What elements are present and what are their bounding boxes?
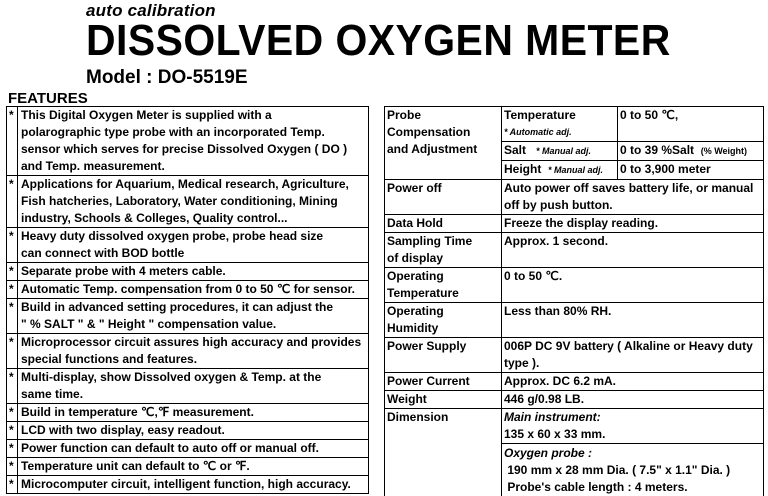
spec-value-line: Approx. 1 second. [504,233,761,250]
dimension-label: Dimension [385,409,502,496]
spec-value [502,180,764,215]
oxygen-probe-heading: Oxygen probe : [504,445,761,462]
spec-label-line: Compensation [387,124,499,141]
spec-label [385,233,502,268]
main-instrument-heading: Main instrument: [504,409,761,426]
spec-value-line: type ). [504,355,761,372]
spec-value-line: Less than 80% RH. [504,303,761,320]
subtitle: auto calibration [86,1,216,21]
feature-row [7,404,369,422]
feature-line: Fish hatcheries, Laboratory, Water conditioning, Mining [21,193,365,210]
spec-value [502,215,764,233]
feature-line: Microprocessor circuit assures high accuracy and provides [21,334,365,351]
spec-value-line: Auto power off saves battery life, or manual [504,180,761,197]
feature-text [18,107,369,176]
feature-row [7,281,369,299]
feature-line: Build in advanced setting procedures, it can adjust the [21,299,365,316]
bullet-star: * [7,228,18,263]
bullet-star: * [7,458,18,476]
bullet-star: * [7,404,18,422]
spec-label-line: and Adjustment [387,141,499,158]
spec-value-line: Approx. DC 6.2 mA. [504,373,761,390]
spec-label-line: Power Current [387,373,499,390]
spec-label-line: Temperature [387,285,499,302]
bullet-star: * [7,334,18,369]
feature-text [18,263,369,281]
feature-line: Separate probe with 4 meters cable. [21,263,365,280]
feature-text [18,299,369,334]
spec-row [385,391,764,409]
feature-row [7,369,369,404]
bullet-star: * [7,440,18,458]
spec-row [385,233,764,268]
salt-value-cell [618,142,764,161]
spec-label-line: Weight [387,391,499,408]
spec-label-line: Data Hold [387,215,499,232]
spec-value [502,373,764,391]
feature-text [18,176,369,228]
height-value: 0 to 3,900 meter [618,161,764,180]
feature-row [7,228,369,263]
feature-line: polarographic type probe with an incorporated Temp. [21,124,365,141]
feature-line: " % SALT " & " Height " compensation value. [21,316,365,333]
spec-label-line: Power Supply [387,338,499,355]
feature-line: special functions and features. [21,351,365,368]
specs-table [384,106,764,496]
feature-text [18,440,369,458]
temperature-label-cell [502,107,618,142]
feature-line: This Digital Oxygen Meter is supplied with a [21,107,365,124]
feature-row [7,458,369,476]
spec-value [502,268,764,303]
spec-value [502,391,764,409]
temperature-label: Temperature [504,107,615,124]
feature-line: Temperature unit can default to ℃ or ℉. [21,458,365,475]
temperature-value: 0 to 50 ℃, [618,107,764,142]
bullet-star: * [7,476,18,494]
probe-cable-length: Probe's cable length : 4 meters. [504,479,761,496]
spec-label-line: Operating [387,303,499,320]
spec-row [385,303,764,338]
temperature-note: * Automatic adj. [504,124,615,141]
spec-label-probe-compensation [385,107,502,180]
feature-row [7,299,369,334]
feature-row [7,440,369,458]
spec-row [385,373,764,391]
spec-label [385,391,502,409]
spec-row [385,215,764,233]
spec-value-line: 446 g/0.98 LB. [504,391,761,408]
salt-label-cell [502,142,618,161]
spec-value [502,338,764,373]
page-title: DISSOLVED OXYGEN METER [86,18,671,64]
feature-text [18,458,369,476]
bullet-star: * [7,369,18,404]
feature-row [7,176,369,228]
oxygen-probe-size: 190 mm x 28 mm Dia. ( 7.5" x 1.1" Dia. ) [504,462,761,479]
features-table [6,106,369,494]
feature-row [7,476,369,494]
model-number: Model : DO-5519E [86,67,248,89]
spec-value [502,303,764,338]
spec-value [502,233,764,268]
feature-text [18,404,369,422]
spec-label-line: Sampling Time [387,233,499,250]
spec-label-line: Operating [387,268,499,285]
features-heading: FEATURES [8,90,88,107]
feature-row [7,263,369,281]
spec-value-line: Freeze the display reading. [504,215,761,232]
spec-row [385,268,764,303]
main-instrument-size: 135 x 60 x 33 mm. [502,426,763,444]
height-label: Height [504,162,541,176]
feature-line: Build in temperature ℃,℉ measurement. [21,404,365,421]
bullet-star: * [7,107,18,176]
feature-text [18,476,369,494]
feature-row [7,334,369,369]
feature-line: same time. [21,386,365,403]
salt-label: Salt [504,143,526,157]
spec-row [385,180,764,215]
spec-label [385,215,502,233]
feature-line: industry, Schools & Colleges, Quality control... [21,210,365,227]
feature-line: sensor which serves for precise Dissolved Oxygen ( DO ) [21,141,365,158]
spec-label [385,180,502,215]
spec-label [385,373,502,391]
salt-value: 0 to 39 %Salt [620,143,694,157]
feature-line: Automatic Temp. compensation from 0 to 50 ℃ for sensor. [21,281,365,298]
spec-label [385,338,502,373]
bullet-star: * [7,176,18,228]
bullet-star: * [7,281,18,299]
spec-value-line: off by push button. [504,197,761,214]
bullet-star: * [7,263,18,281]
feature-text [18,228,369,263]
spec-label [385,303,502,338]
feature-text [18,422,369,440]
spec-label-line: Probe [387,107,499,124]
feature-line: can connect with BOD bottle [21,245,365,262]
feature-line: Applications for Aquarium, Medical research, Agriculture, [21,176,365,193]
bullet-star: * [7,299,18,334]
bullet-star: * [7,422,18,440]
feature-line: Power function can default to auto off or manual off. [21,440,365,457]
feature-text [18,334,369,369]
spec-label-line: of display [387,250,499,267]
dimension-value [502,409,764,496]
spec-label-line: Humidity [387,320,499,337]
feature-text [18,281,369,299]
spec-value-line: 0 to 50 ℃. [504,268,761,285]
height-note: * Manual adj. [548,165,603,175]
spec-value-line: 006P DC 9V battery ( Alkaline or Heavy duty [504,338,761,355]
spec-label [385,268,502,303]
height-label-cell [502,161,618,180]
feature-line: Heavy duty dissolved oxygen probe, probe head size [21,228,365,245]
spec-row [385,338,764,373]
feature-line: LCD with two display, easy readout. [21,422,365,439]
salt-value-note: (% Weight) [701,146,747,156]
spec-label-line: Power off [387,180,499,197]
feature-row [7,422,369,440]
feature-text [18,369,369,404]
salt-note: * Manual adj. [536,146,591,156]
feature-line: Multi-display, show Dissolved oxygen & Temp. at the [21,369,365,386]
feature-row [7,107,369,176]
feature-line: and Temp. measurement. [21,158,365,175]
feature-line: Microcomputer circuit, intelligent function, high accuracy. [21,476,365,493]
